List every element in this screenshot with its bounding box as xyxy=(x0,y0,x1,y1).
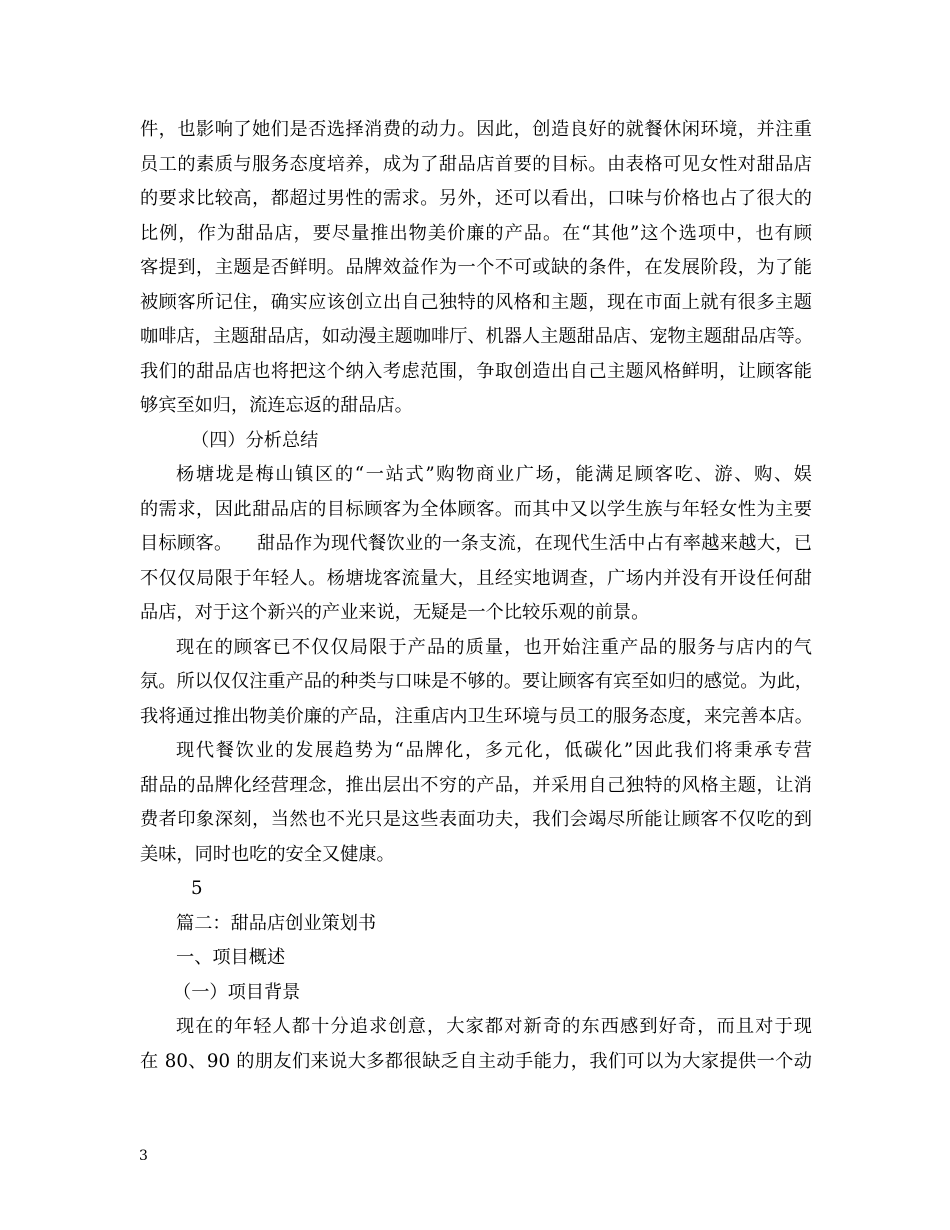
text-line-7: 咖啡店，主题甜品店，如动漫主题咖啡厅、机器人主题甜品店、宠物主题甜品店等。 xyxy=(140,326,813,347)
text-line-3: 的要求比较高，都超过男性的需求。另外，还可以看出，口味与价格也占了很大的 xyxy=(140,188,812,209)
chapter-heading: 篇二：甜品店创业策划书 xyxy=(176,912,377,934)
section-heading-analysis-summary: （四）分析总结 xyxy=(191,429,319,451)
text-line-4: 比例，作为甜品店，要尽量推出物美价廉的产品。在“其他”这个选项中，也有顾 xyxy=(140,222,812,244)
text-line-15: 品店，对于这个新兴的产业来说，无疑是一个比较乐观的前景。 xyxy=(140,602,650,623)
text-line-16: 现在的顾客已不仅仅局限于产品的质量，也开始注重产品的服务与店内的气 xyxy=(176,636,812,658)
document-body xyxy=(140,113,812,1079)
text-line-5: 客提到，主题是否鲜明。品牌效益作为一个不可或缺的条件，在发展阶段，为了能 xyxy=(140,257,812,278)
text-line-1: 件，也影响了她们是否选择消费的动力。因此，创造良好的就餐休闲环境，并注重 xyxy=(140,119,812,140)
text-line-2: 员工的素质与服务态度培养，成为了甜品店首要的目标。由表格可见女性对甜品店 xyxy=(140,153,812,175)
text-line-12: 的需求，因此甜品店的目标顾客为全体顾客。而其中又以学生族与年轻女性为主要 xyxy=(140,498,812,520)
text-line-11: 杨塘垅是梅山镇区的“一站式”购物商业广场，能满足顾客吃、游、购、娱 xyxy=(176,464,812,485)
text-line-17: 氛。所以仅仅注重产品的种类与口味是不够的。要让顾客有宾至如归的感觉。为此， xyxy=(140,671,813,692)
inline-number: 5 xyxy=(191,878,203,899)
text-line-22: 美味，同时也吃的安全又健康。 xyxy=(140,843,395,865)
subsection-heading-project-background: （一）项目背景 xyxy=(173,981,301,1003)
text-line-19: 现代餐饮业的发展趋势为“品牌化，多元化，低碳化”因此我们将秉承专营 xyxy=(176,740,812,761)
page-number: 3 xyxy=(139,1148,148,1164)
text-line-6: 被顾客所记住，确实应该创立出自己独特的风格和主题，现在市面上就有很多主题 xyxy=(140,291,812,313)
text-line-27: 现在的年轻人都十分追求创意，大家都对新奇的东西感到好奇，而且对于现 xyxy=(176,1016,812,1037)
text-line-21: 费者印象深刻，当然也不光只是这些表面功夫，我们会竭尽所能让顾客不仅吃的到 xyxy=(140,809,812,830)
text-line-9: 够宾至如归，流连忘返的甜品店。 xyxy=(140,395,413,416)
text-line-18: 我将通过推出物美价廉的产品，注重店内卫生环境与员工的服务态度，来完善本店。 xyxy=(140,705,813,727)
section-heading-project-overview: 一、项目概述 xyxy=(176,947,286,968)
text-line-28: 在 80、90 的朋友们来说大多都很缺乏自主动手能力，我们可以为大家提供一个动 xyxy=(140,1050,812,1072)
text-line-14: 不仅仅局限于年轻人。杨塘垅客流量大，且经实地调查，广场内并没有开设任何甜 xyxy=(140,567,812,589)
text-line-20: 甜品的品牌化经营理念，推出层出不穷的产品，并采用自己独特的风格主题，让消 xyxy=(140,774,812,796)
text-line-13: 目标顾客。 甜品作为现代餐饮业的一条支流，在现代生活中占有率越来越大，已 xyxy=(140,533,812,554)
text-line-8: 我们的甜品店也将把这个纳入考虑范围，争取创造出自己主题风格鲜明，让顾客能 xyxy=(140,360,812,382)
